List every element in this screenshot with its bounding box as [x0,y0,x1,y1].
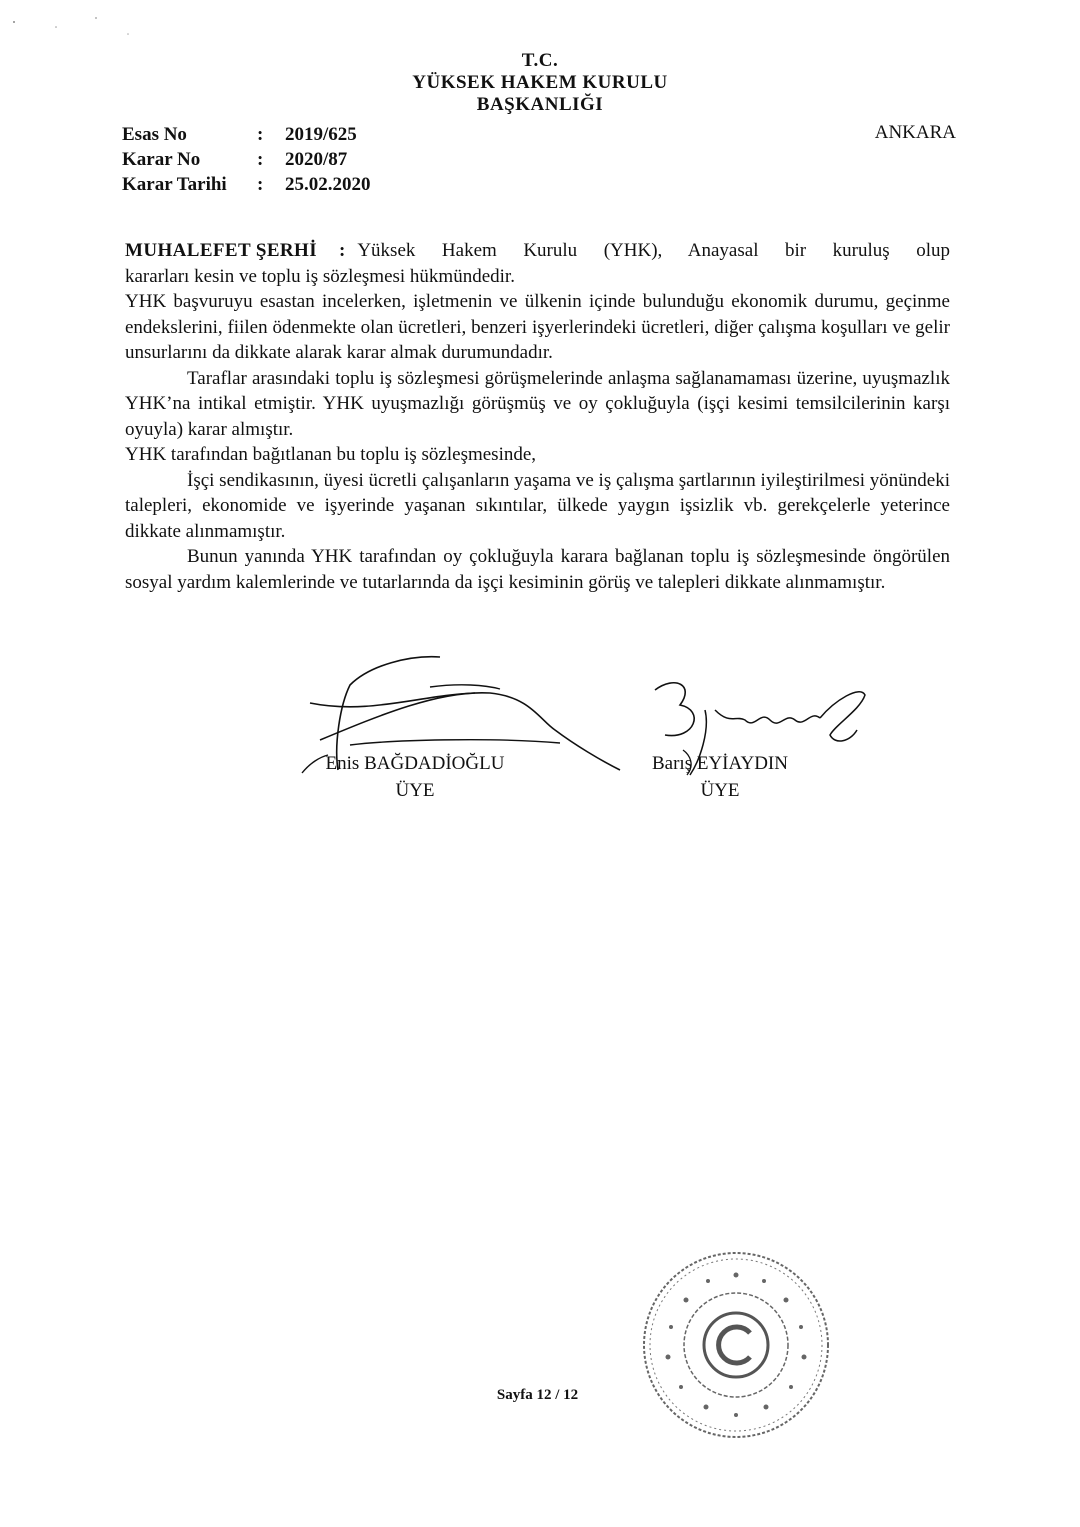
document-body [125,238,950,595]
official-seal-icon [636,1245,836,1445]
karar-value: 2020/87 [285,149,348,170]
paragraph-2: YHK başvuruyu esastan incelerken, işletmenin ve ülkenin içinde bulunduğu ekonomik durumu, geçinme endekslerini, fiilen ödenmekte olan ücretleri, benzeri işyerlerindeki ücretleri, diğer çalışma koşulları ve gelir unsurlarını da dikkate alarak karar almak durumundadır. [125,291,950,363]
paragraph-5: İşçi sendikasının, üyesi ücretli çalışanların yaşama ve iş çalışma şartlarının iyileştirilmesi yönündeki talepleri, ekonomide ve işyerinde yaşanan sıkıntılar, ülkede yaygın işsizlik vb. gerekçelerle yeterince dikkate alınmamıştır. [125,469,950,542]
tarih-value: 25.02.2020 [285,174,371,195]
signatory-2-role: ÜYE [700,780,740,801]
signatory-1-name: Enis BAĞDADİOĞLU [325,753,505,774]
header-line-institution: YÜKSEK HAKEM KURULU [412,72,668,93]
dissent-heading: MUHALEFET ŞERHİ [125,240,317,261]
header-line-tc: T.C. [521,50,559,71]
signatory-1-role: ÜYE [395,780,435,801]
city-label: ANKARA [874,122,956,143]
paragraph-6: Bunun yanında YHK tarafından oy çokluğuyla karara bağlanan toplu iş sözleşmesinde öngörülen sosyal yardım kalemlerinde ve tutarlarında da işçi kesiminin görüş ve talepleri dikkate alınmamıştır. [125,546,950,593]
esas-colon: : [257,124,264,145]
esas-label: Esas No [122,124,187,145]
case-meta [122,122,371,197]
paragraph-3: Taraflar arasındaki toplu iş sözleşmesi görüşmelerinde anlaşma sağlanamaması üzerine, uyuşmazlık YHK’na intikal etmiştir. YHK uyuşmazlığı görüşmüş ve oy çokluğuyla (işçi kesimi temsilcilerinin karşı oyuyla) karar almıştır. [125,367,950,440]
tarih-colon: : [257,174,264,195]
paragraph-1-first-line: Yüksek Hakem Kurulu (YHK), Anayasal bir kuruluş olup [357,240,950,261]
header-line-presidency: BAŞKANLIĞI [476,94,604,115]
signatory-2 [620,750,820,804]
signatory-1 [300,750,530,804]
esas-value: 2019/625 [285,124,357,145]
dissent-heading-colon: : [339,240,346,261]
karar-colon: : [257,149,264,170]
tarih-label: Karar Tarihi [122,174,227,195]
karar-row [122,147,371,172]
paragraph-4: YHK tarafından bağıtlanan bu toplu iş sözleşmesinde, [125,444,537,465]
esas-row [122,122,371,147]
karar-label: Karar No [122,149,201,170]
paragraph-1-rest: kararları kesin ve toplu iş sözleşmesi hükmündedir. [125,265,515,287]
tarih-row [122,172,371,197]
page-number: Sayfa 12 / 12 [496,1387,579,1403]
scan-specks [0,0,200,40]
document-header [0,50,1080,116]
dissent-heading-line [125,238,950,264]
signatory-2-name: Barış EYİAYDIN [652,753,788,774]
